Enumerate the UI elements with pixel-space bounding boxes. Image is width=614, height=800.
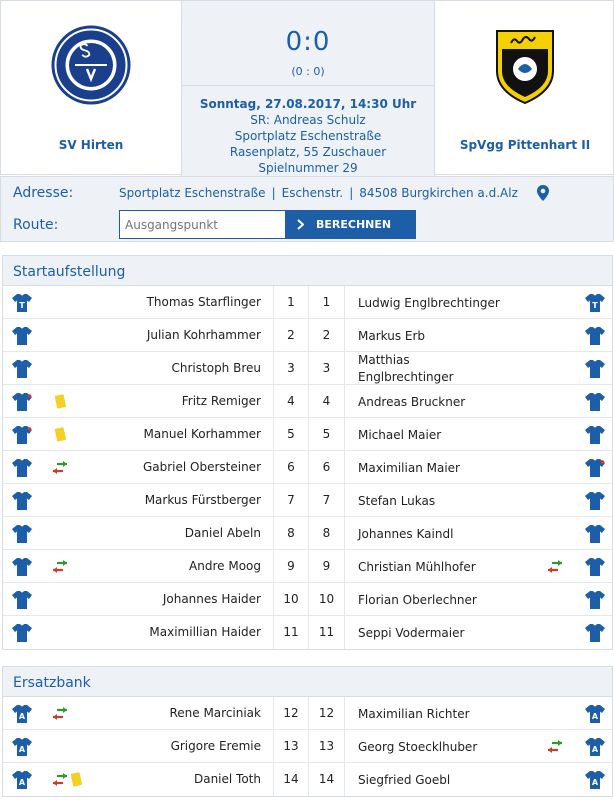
home-jersey-icon xyxy=(11,623,33,643)
table-row xyxy=(3,517,612,550)
home-player-name[interactable]: Johannes Haider xyxy=(162,592,261,606)
home-jersey-icon xyxy=(11,293,33,313)
match-center xyxy=(181,1,435,176)
away-team[interactable] xyxy=(435,1,614,176)
away-player-number: 5 xyxy=(309,418,345,451)
away-player-number: 1 xyxy=(309,286,345,319)
section-title: Ersatzbank xyxy=(3,667,612,697)
home-player-number: 10 xyxy=(273,583,309,616)
away-player-name[interactable]: Markus Erb xyxy=(358,329,426,343)
away-player-number: 3 xyxy=(309,352,345,385)
table-row xyxy=(3,616,612,649)
home-player-number: 11 xyxy=(273,616,309,649)
match-date: Sonntag, 27.08.2017, 14:30 Uhr xyxy=(199,97,417,111)
away-player-number: 4 xyxy=(309,385,345,418)
home-player-name[interactable]: Markus Fürstberger xyxy=(144,493,261,507)
table-row xyxy=(3,550,612,583)
calculate-route-label: BERECHNEN xyxy=(316,218,392,231)
table-row xyxy=(3,484,612,517)
table-row xyxy=(3,730,612,763)
away-player-name[interactable]: Ludwig Englbrechtinger xyxy=(358,296,500,310)
away-jersey-icon xyxy=(584,704,606,724)
away-jersey-icon xyxy=(584,524,606,544)
address-venue[interactable]: Sportplatz Eschenstraße xyxy=(119,186,266,200)
home-player-number: 8 xyxy=(273,517,309,550)
home-jersey-icon xyxy=(11,359,33,379)
away-player-name[interactable]: Stefan Lukas xyxy=(358,494,436,508)
table-row xyxy=(3,583,612,616)
home-player-number: 7 xyxy=(273,484,309,517)
svg-text:T: T xyxy=(592,301,598,310)
home-player-name[interactable]: Julian Kohrhammer xyxy=(146,328,261,342)
address-separator: | xyxy=(271,186,276,200)
away-player-name[interactable]: Johannes Kaindl xyxy=(358,527,454,541)
home-player-number: 9 xyxy=(273,550,309,583)
table-row xyxy=(3,418,612,451)
home-team[interactable] xyxy=(1,1,181,176)
home-player-number: 12 xyxy=(273,697,309,730)
address-label: Adresse: xyxy=(13,185,74,201)
lineup-rows xyxy=(3,286,612,649)
match-header xyxy=(0,0,614,175)
away-jersey-icon xyxy=(584,326,606,346)
away-player-name[interactable]: Maximilian Maier xyxy=(358,461,460,475)
svg-text:A: A xyxy=(591,778,599,787)
away-player-name[interactable]: Michael Maier xyxy=(358,428,442,442)
home-player-number: 6 xyxy=(273,451,309,484)
away-team-name[interactable]: SpVgg Pittenhart II xyxy=(459,138,591,152)
home-jersey-icon xyxy=(11,737,33,757)
home-jersey-icon xyxy=(11,704,33,724)
table-row xyxy=(3,451,612,484)
away-player-number: 6 xyxy=(309,451,345,484)
bench xyxy=(2,666,613,797)
home-player-name[interactable]: Grigore Eremie xyxy=(170,739,261,753)
away-player-name[interactable]: Siegfried Goebl xyxy=(358,773,451,787)
match-score: 0:0 xyxy=(285,27,331,57)
home-player-name[interactable]: Rene Marciniak xyxy=(169,706,261,720)
away-player-number: 2 xyxy=(309,319,345,352)
address-separator: | xyxy=(349,186,354,200)
table-row xyxy=(3,352,612,385)
home-player-name[interactable]: Gabriel Obersteiner xyxy=(142,460,261,474)
away-jersey-icon xyxy=(584,623,606,643)
home-player-name[interactable]: Fritz Remiger xyxy=(181,394,261,408)
chevron-right-icon xyxy=(297,219,304,230)
away-jersey-icon xyxy=(584,293,606,313)
home-jersey-icon xyxy=(11,770,33,790)
away-jersey-icon xyxy=(584,590,606,610)
away-jersey-icon xyxy=(584,491,606,511)
starting-lineup xyxy=(2,255,613,650)
home-player-name[interactable]: Maximillian Haider xyxy=(149,625,261,639)
home-player-number: 2 xyxy=(273,319,309,352)
away-player-number: 13 xyxy=(309,730,345,763)
away-jersey-icon xyxy=(584,770,606,790)
table-row xyxy=(3,286,612,319)
substitution-icon xyxy=(546,559,564,575)
away-player-number: 10 xyxy=(309,583,345,616)
home-jersey-icon xyxy=(11,392,33,412)
home-jersey-icon xyxy=(11,458,33,478)
bench-rows xyxy=(3,697,612,796)
away-player-name[interactable]: Seppi Vodermaier xyxy=(358,626,465,640)
home-player-number: 14 xyxy=(273,763,309,796)
home-team-name[interactable]: SV Hirten xyxy=(58,138,124,152)
away-jersey-icon xyxy=(584,425,606,445)
home-player-name[interactable]: Thomas Starflinger xyxy=(146,295,261,309)
half-time-score: (0 : 0) xyxy=(291,65,325,78)
route-label: Route: xyxy=(13,217,59,233)
home-jersey-icon xyxy=(11,590,33,610)
away-player-number: 9 xyxy=(309,550,345,583)
svg-text:T: T xyxy=(19,301,25,310)
map-pin-icon[interactable] xyxy=(536,185,550,201)
home-player-number: 13 xyxy=(273,730,309,763)
table-row xyxy=(3,319,612,352)
away-jersey-icon xyxy=(584,557,606,577)
home-jersey-icon xyxy=(11,326,33,346)
away-player-name[interactable]: Andreas Bruckner xyxy=(358,395,466,409)
away-jersey-icon xyxy=(584,359,606,379)
match-pitch: Rasenplatz, 55 Zuschauer xyxy=(229,145,387,159)
calculate-route-button[interactable] xyxy=(286,210,416,239)
away-player-name[interactable]: Christian Mühlhofer xyxy=(358,560,476,574)
home-player-number: 1 xyxy=(273,286,309,319)
home-player-number: 3 xyxy=(273,352,309,385)
address-line xyxy=(119,186,518,200)
away-player-number: 14 xyxy=(309,763,345,796)
home-player-name[interactable]: Daniel Toth xyxy=(193,772,261,786)
substitution-icon xyxy=(546,739,564,755)
home-jersey-icon xyxy=(11,425,33,445)
away-player-number: 12 xyxy=(309,697,345,730)
home-jersey-icon xyxy=(11,524,33,544)
home-team-logo xyxy=(51,25,131,105)
home-player-name[interactable]: Christoph Breu xyxy=(171,361,261,375)
match-info xyxy=(182,96,434,176)
away-player-name[interactable]: Matthias Englbrechtinger xyxy=(358,353,454,384)
table-row xyxy=(3,385,612,418)
home-player-number: 4 xyxy=(273,385,309,418)
away-team-logo xyxy=(485,25,565,105)
away-player-name[interactable]: Maximilian Richter xyxy=(358,707,470,721)
home-player-name[interactable]: Manuel Korhammer xyxy=(143,427,261,441)
home-jersey-icon xyxy=(11,491,33,511)
match-venue: Sportplatz Eschenstraße xyxy=(234,129,382,143)
svg-text:A: A xyxy=(591,712,599,721)
svg-text:A: A xyxy=(18,712,26,721)
match-number: Spielnummer 29 xyxy=(258,161,358,175)
svg-text:A: A xyxy=(18,778,26,787)
home-jersey-icon xyxy=(11,557,33,577)
svg-text:A: A xyxy=(18,745,26,754)
away-player-number: 11 xyxy=(309,616,345,649)
away-player-number: 7 xyxy=(309,484,345,517)
home-player-name[interactable]: Daniel Abeln xyxy=(184,526,261,540)
home-player-name[interactable]: Andre Moog xyxy=(189,559,261,573)
section-title: Startaufstellung xyxy=(3,256,612,286)
away-player-number: 8 xyxy=(309,517,345,550)
away-jersey-icon xyxy=(584,458,606,478)
away-jersey-icon xyxy=(584,737,606,757)
away-jersey-icon xyxy=(584,392,606,412)
address-city[interactable]: 84508 Burgkirchen a.d.Alz xyxy=(359,186,518,200)
route-start-input[interactable] xyxy=(119,210,286,239)
svg-text:A: A xyxy=(591,745,599,754)
away-player-name[interactable]: Florian Oberlechner xyxy=(358,593,477,607)
address-panel xyxy=(0,176,614,242)
table-row xyxy=(3,763,612,796)
match-referee: SR: Andreas Schulz xyxy=(250,113,366,127)
away-player-name[interactable]: Georg Stoecklhuber xyxy=(358,740,478,754)
table-row xyxy=(3,697,612,730)
address-street[interactable]: Eschenstr. xyxy=(281,186,344,200)
center-divider xyxy=(182,85,434,86)
home-player-number: 5 xyxy=(273,418,309,451)
